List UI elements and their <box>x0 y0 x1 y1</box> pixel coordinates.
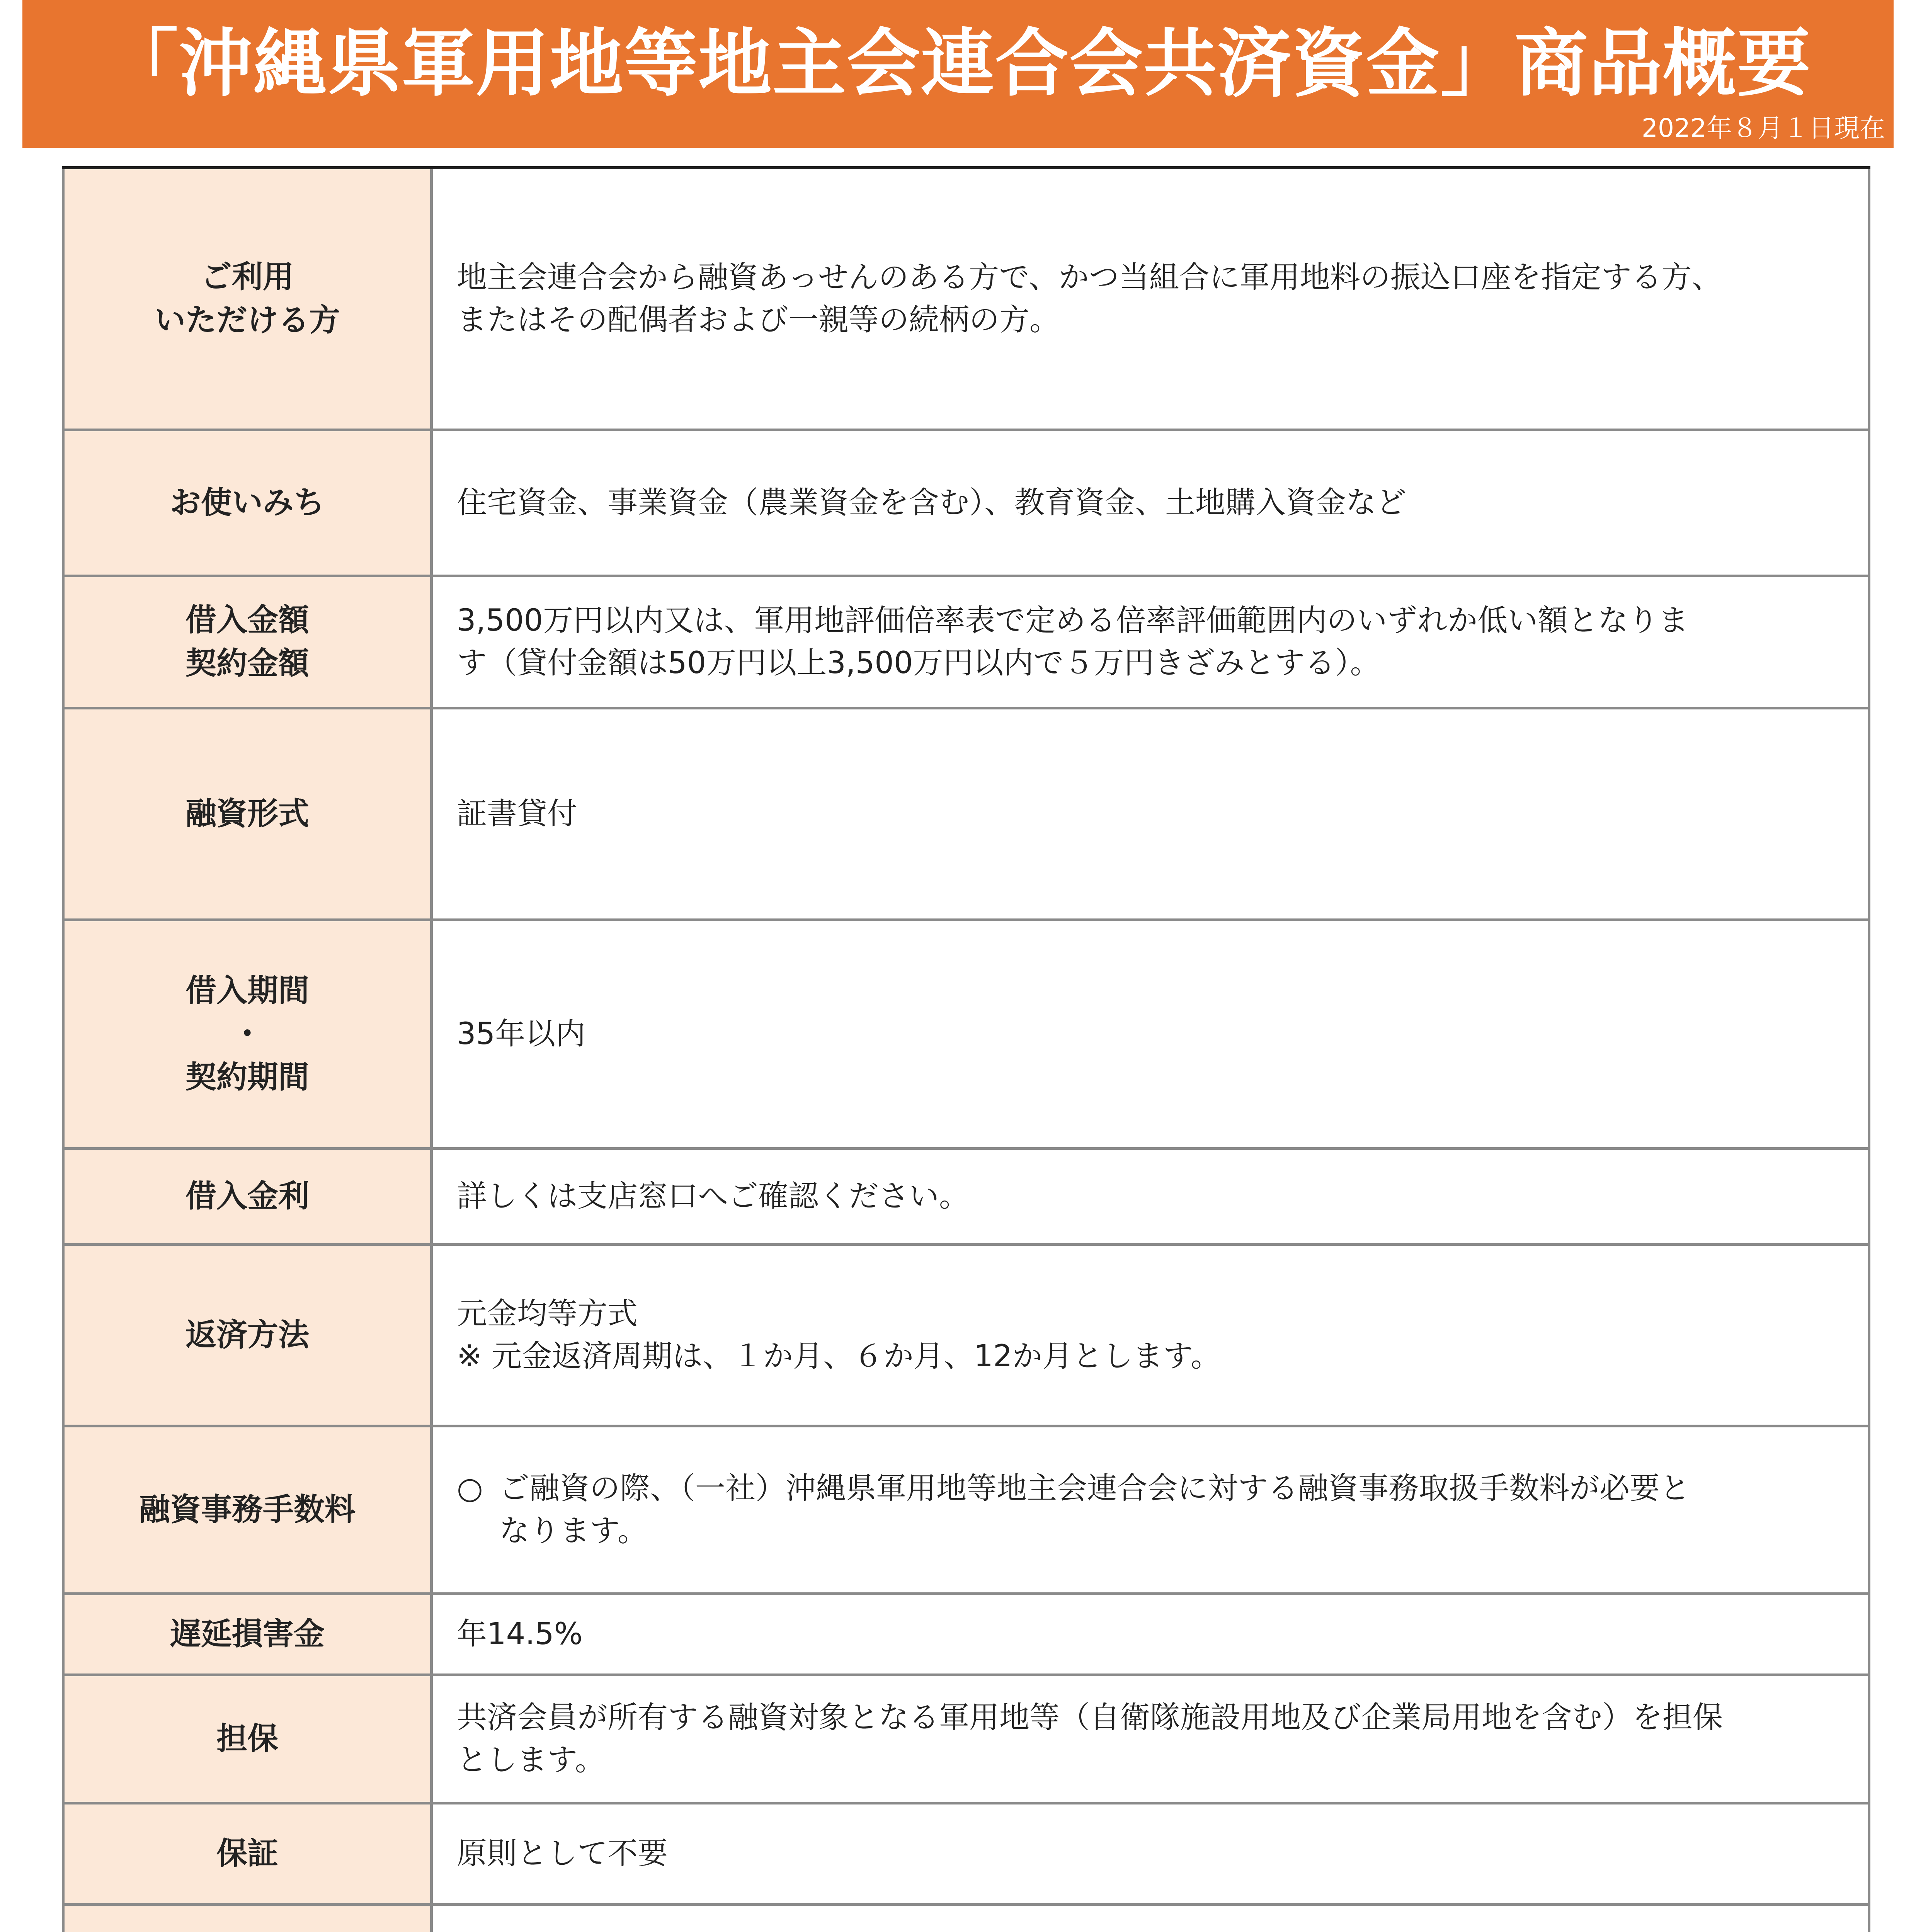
row-label: ご利用 いただける方 <box>63 168 432 430</box>
table-row <box>63 1148 1869 1244</box>
row-value <box>432 1426 1869 1594</box>
row-label: お使いみち <box>63 430 432 576</box>
table-row <box>63 1594 1869 1675</box>
table-row <box>63 1675 1869 1803</box>
row-label: 保証 <box>63 1803 432 1904</box>
row-value: 3,500万円以内又は、軍用地評価倍率表で定める倍率評価範囲内のいずれか低い額となりま す（貸付金額は50万円以上3,500万円以内で５万円きざみとする）。 <box>432 576 1869 708</box>
row-label: 借入金額 契約金額 <box>63 576 432 708</box>
page-title: 「沖縄県軍用地等地主会連合会共済資金」商品概要 <box>104 21 1811 106</box>
table-row <box>63 576 1869 708</box>
table-row <box>63 430 1869 576</box>
fee-text: ご融資の際、（一社）沖縄県軍用地等地主会連合会に対する融資事務取扱手数料が必要と なります。 <box>499 1471 1690 1548</box>
row-label: 遅延損害金 <box>63 1594 432 1675</box>
table-row <box>63 1904 1869 1932</box>
product-info-table <box>62 166 1870 1932</box>
row-value: 元金均等方式 ※ 元金返済周期は、１か月、６か月、12か月とします。 <box>432 1244 1869 1426</box>
table-row <box>63 708 1869 920</box>
table-row <box>63 920 1869 1148</box>
as-of-date: 2022年８月１日現在 <box>1642 113 1885 143</box>
row-value <box>432 1904 1869 1932</box>
table-row <box>63 1426 1869 1594</box>
row-value: 年14.5% <box>432 1594 1869 1675</box>
row-value: 35年以内 <box>432 920 1869 1148</box>
row-label: 返済方法 <box>63 1244 432 1426</box>
table-row <box>63 1244 1869 1426</box>
row-value: 住宅資金、事業資金（農業資金を含む）、教育資金、土地購入資金など <box>432 430 1869 576</box>
table-row <box>63 1803 1869 1904</box>
header-banner <box>22 0 1894 148</box>
row-value: 共済会員が所有する融資対象となる軍用地等（自衛隊施設用地及び企業局用地を含む）を担保 とします。 <box>432 1675 1869 1803</box>
row-value: 詳しくは支店窓口へご確認ください。 <box>432 1148 1869 1244</box>
row-label: 融資形式 <box>63 708 432 920</box>
row-value: 地主会連合会から融資あっせんのある方で、かつ当組合に軍用地料の振込口座を指定する方、 またはその配偶者および一親等の続柄の方。 <box>432 168 1869 430</box>
row-label <box>63 1904 432 1932</box>
row-label: 担保 <box>63 1675 432 1803</box>
row-value: 原則として不要 <box>432 1803 1869 1904</box>
table-row <box>63 168 1869 430</box>
row-label: 融資事務手数料 <box>63 1426 432 1594</box>
circle-mark: ○ <box>457 1471 483 1506</box>
row-label: 借入金利 <box>63 1148 432 1244</box>
row-value: 証書貸付 <box>432 708 1869 920</box>
fee-note <box>457 1467 1841 1552</box>
row-label: 借入期間 ・ 契約期間 <box>63 920 432 1148</box>
